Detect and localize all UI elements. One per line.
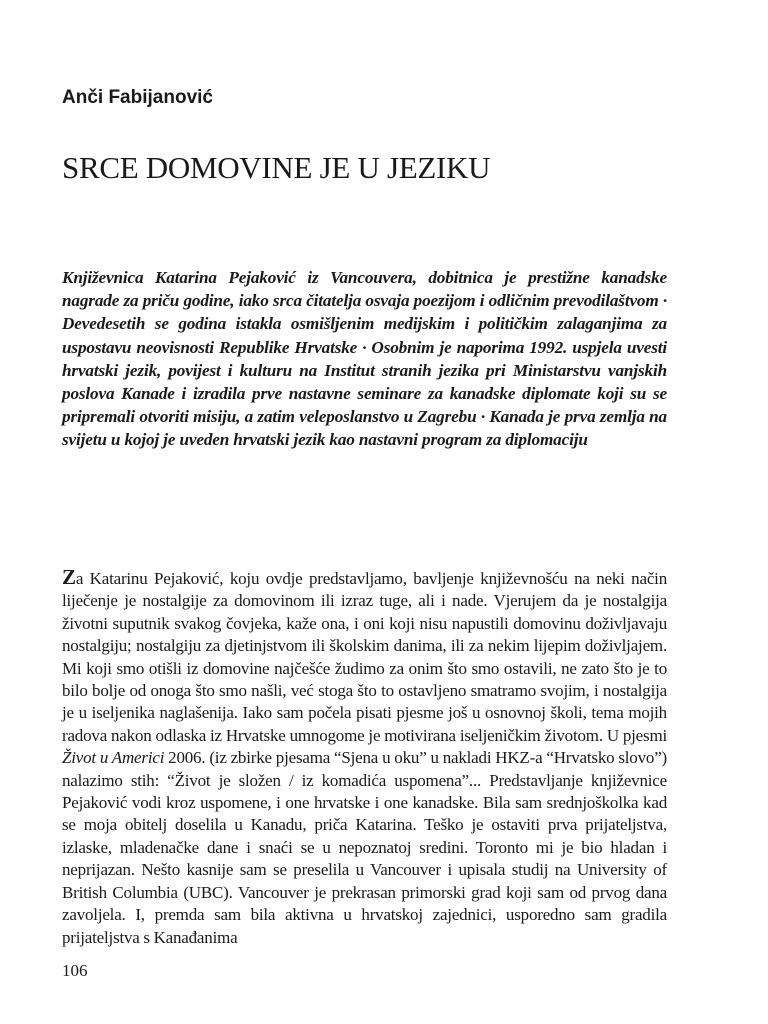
author-name: Anči Fabijanović xyxy=(62,87,213,108)
body-text-part-2: 2006. (iz zbirke pjesama “Sjena u oku” u nakladi HKZ-a “Hrvatsko slovo”) nalazimo stih: “Život je složen / iz komadića uspomena”... Predstavljanje književnice Pejaković vodi kroz uspomene, i one hrvatske i one kanadske. Bila sam srednjoškolka kad se moja obitelj doselila u Kanadu, priča Katarina. Teško je ostaviti prva prijateljstva, izlaske, mladenačke dane i snaći se u nepoznatoj sredini. Toronto mi je bio hladan i neprijazan. Nešto kasnije sam se preselila u Vancouver i upisala studij na University of British Columbia (UBC). Vancouver je prekrasan primorski grad koji sam od prvog dana zavoljela. I, premda sam bila aktivna u hrvatskoj zajednici, usporedno sam gradila prijateljstva s Kanađanima xyxy=(62,748,667,947)
article-abstract: Književnica Katarina Pejaković iz Vancouvera, dobitnica je prestižne kanadske nagrade za priču godine, iako srca čitatelja osvaja poezijom i odličnim prevodilaštvom · Devedesetih se godina istakla osmišljenim medijskim i političkim zalaganjima za uspostavu neovisnosti Republike Hrvatske · Osobnim je naporima 1992. uspjela uvesti hrvatski jezik, povijest i kulturu na Institut stranih jezika pri Ministarstvu vanjskih poslova Kanade i izradila prve nastavne seminare za kanadske diplomate koji su se pripremali otvoriti misiju, a zatim veleposlanstvo u Zagrebu · Kanada je prva zemlja na svijetu u kojoj je uveden hrvatski jezik kao nastavni program za diplomaciju xyxy=(62,268,667,450)
article-body xyxy=(62,566,667,949)
body-text-part-1: a Katarinu Pejaković, koju ovdje predstavljamo, bavljenje književnošću na neki način liječenje je nostalgije za domovinom ili izraz tuge, ali i nade. Vjerujem da je nostalgija životni suputnik svakog čovjeka, kaže ona, i oni koji nisu napustili domovinu doživljavaju nostalgiju; nostalgiju za djetinjstvom ili školskim danima, ili za nekim lijepim doživljajem. Mi koji smo otišli iz domovine najčešće žudimo za onim što smo ostavili, ne zato što je to bilo bolje od onoga što smo našli, već stoga što to ostavljeno smatramo svojim, i nostalgija je u iseljenika naglašenija. Iako sam počela pisati pjesme još u osnovnoj školi, tema mojih radova nakon odlaska iz Hrvatske umnogome je motivirana iseljeničkim životom. U pjesmi xyxy=(62,569,667,745)
poem-title: Život u Americi xyxy=(62,748,165,768)
drop-cap: Z xyxy=(62,565,76,589)
page-number: 106 xyxy=(62,961,88,980)
article-title: SRCE DOMOVINE JE U JEZIKU xyxy=(62,150,491,185)
